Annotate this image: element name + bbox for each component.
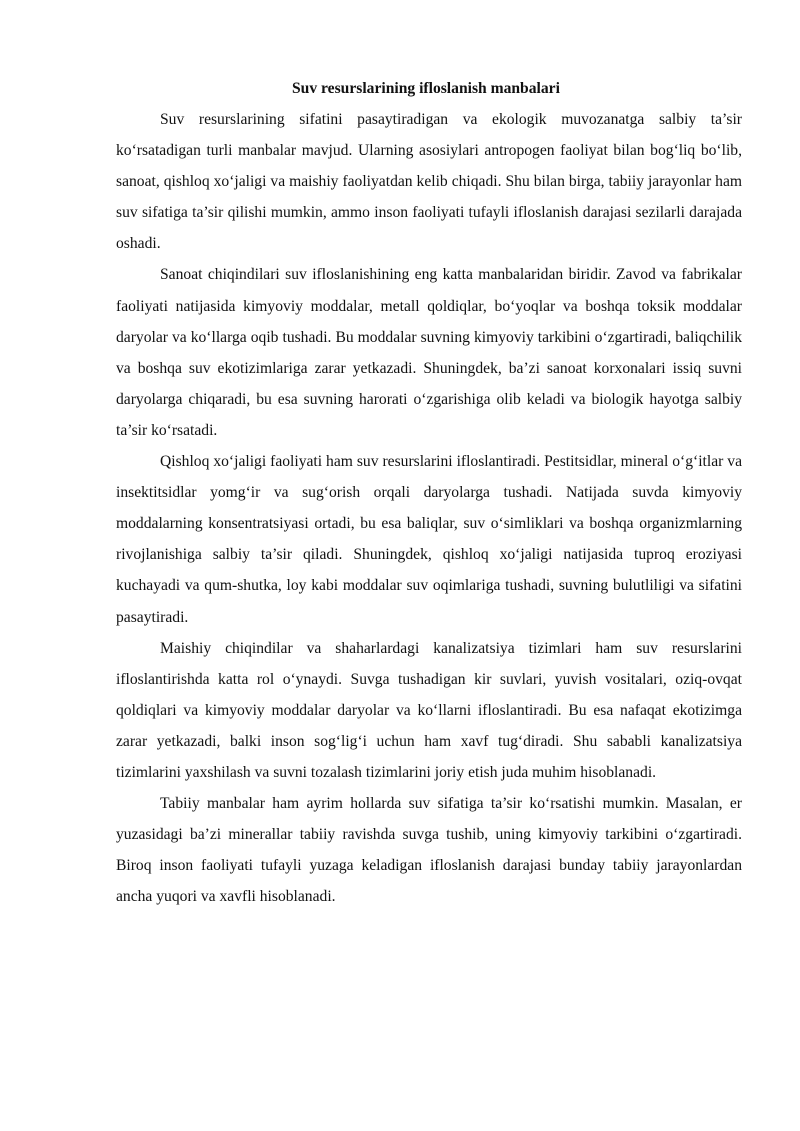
document-page <box>116 73 742 912</box>
paragraph-agriculture: Qishloq xo‘jaligi faoliyati ham suv resurslarini ifloslantiradi. Pestitsidlar, mineral o‘g‘itlar va insektitsidlar yomg‘ir va sug‘orish orqali daryolarga tushadi. Natijada suvda kimyoviy moddalarning konsentratsiyasi ortadi, bu esa baliqlar, suv o‘simliklari va boshqa organizmlarning rivojlanishiga salbiy ta’sir qiladi. Shuningdek, qishloq xo‘jaligi natijasida tuproq eroziyasi kuchayadi va qum-shutka, loy kabi moddalar suv oqimlariga tushadi, suvning bulutliligi va sifatini pasaytiradi. <box>116 453 742 626</box>
paragraph-household-waste: Maishiy chiqindilar va shaharlardagi kanalizatsiya tizimlari ham suv resurslarini ifloslantirishda katta rol o‘ynaydi. Suvga tushadigan kir suvlari, yuvish vositalari, oziq-ovqat qoldiqlari va kimyoviy moddalar daryolar va ko‘llarni ifloslantiradi. Bu esa nafaqat ekotizimga zarar yetkazadi, balki inson sog‘lig‘i uchun ham xavf tug‘diradi. Shu sababli kanalizatsiya tizimlarini yaxshilash va suvni tozalash tizimlarini joriy etish juda muhim hisoblanadi. <box>116 639 742 781</box>
document-title: Suv resurslarining ifloslanish manbalari <box>292 80 560 97</box>
paragraph-intro: Suv resurslarining sifatini pasaytiradigan va ekologik muvozanatga salbiy ta’sir ko‘rsatadigan turli manbalar mavjud. Ularning asosiylari antropogen faoliyat bilan bog‘liq bo‘lib, sanoat, qishloq xo‘jaligi va maishiy faoliyatdan kelib chiqadi. Shu bilan birga, tabiiy jarayonlar ham suv sifatiga ta’sir qilishi mumkin, ammo inson faoliyati tufayli ifloslanish darajasi sezilarli darajada oshadi. <box>116 111 742 253</box>
paragraph-industrial-waste: Sanoat chiqindilari suv ifloslanishining eng katta manbalaridan biridir. Zavod va fabrikalar faoliyati natijasida kimyoviy moddalar, metall qoldiqlar, bo‘yoqlar va boshqa toksik moddalar daryolar va ko‘llarga oqib tushadi. Bu moddalar suvning kimyoviy tarkibini o‘zgartiradi, baliqchilik va boshqa suv ekotizimlariga zarar yetkazadi. Shuningdek, ba’zi sanoat korxonalari issiq suvni daryolarga chiqaradi, bu esa suvning harorati o‘zgarishiga olib keladi va biologik hayotga salbiy ta’sir ko‘rsatadi. <box>116 266 742 439</box>
paragraph-natural-sources: Tabiiy manbalar ham ayrim hollarda suv sifatiga ta’sir ko‘rsatishi mumkin. Masalan, er yuzasidagi ba’zi minerallar tabiiy ravishda suvga tushib, uning kimyoviy tarkibini o‘zgartiradi. Biroq inson faoliyati tufayli yuzaga keladigan ifloslanish darajasi bunday tabiiy jarayonlardan ancha yuqori va xavfli hisoblanadi. <box>116 795 742 906</box>
